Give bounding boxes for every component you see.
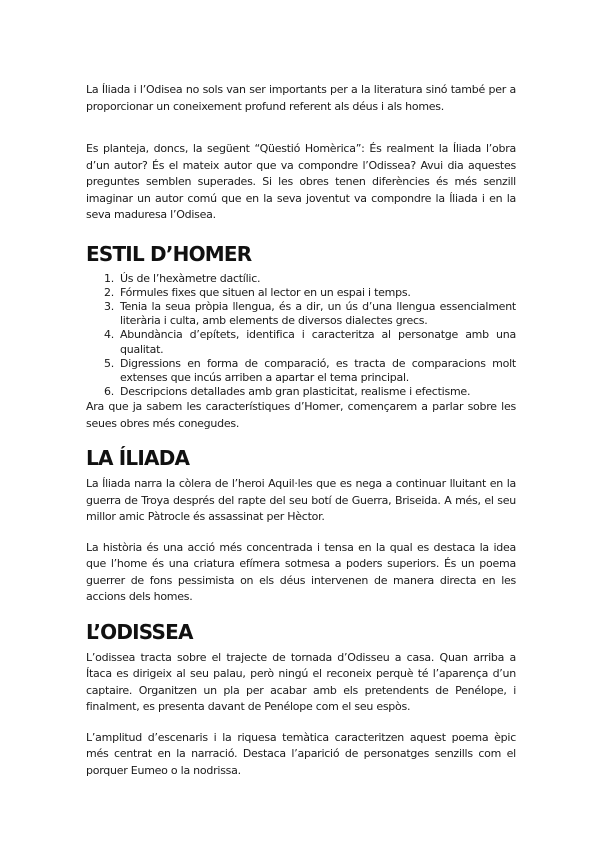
heading-lodissea: L’ODISSEA — [86, 619, 193, 644]
list-item: 6. Descripcions detallades amb gran plasticitat, realisme i efectisme. — [104, 385, 471, 399]
intro-paragraph-2: Es planteja, doncs, la següent “Qüestió Homèrica”: És realment la Íliada l’obra d’un autor? És el mateix autor que va compondre l’Odissea? Avui dia aquestes preguntes semblen superades. Si les obres tenen diferències és més senzill imaginar un autor comú que en la seva joventut va compondre la Íliada i en la seva maduresa l’Odisea. — [86, 142, 516, 221]
heading-la-iliada: LA ÍLIADA — [86, 446, 190, 471]
estil-list — [86, 272, 516, 400]
estil-closing-paragraph: Ara que ja sabem les característiques d’Homer, començarem a parlar sobre les seues obres més conegudes. — [86, 400, 516, 430]
iliada-paragraph-1: La Íliada narra la còlera de l’heroi Aquil·les que es nega a continuar lluitant en la guerra de Troya després del rapte del seu botí de Guerra, Briseida. A més, el seu millor amic Pàtrocle és assassinat per Hèctor. — [86, 477, 516, 524]
list-item: 2. Fórmules fixes que situen al lector en un espai i temps. — [104, 285, 411, 299]
list-item: 3. Tenia la seua pròpia llengua, és a dir, un ús d’una llengua essencialment literària i culta, amb elements de diversos dialectes grecs. — [104, 299, 516, 328]
list-item: 1. Ús de l’hexàmetre dactílic. — [104, 271, 261, 285]
intro-paragraph-1: La Íliada i l’Odisea no sols van ser importants per a la literatura sinó també per a proporcionar un coneixement profund referent als déus i als homes. — [86, 83, 516, 113]
list-item: 5. Digressions en forma de comparació, es tracta de comparacions molt extenses que incús arriben a apartar el tema principal. — [104, 356, 516, 384]
list-item: 4. Abundància d’epítets, identifica i caracteritza al personatge amb una qualitat. — [104, 328, 516, 356]
odissea-paragraph-1: L’odissea tracta sobre el trajecte de tornada d’Odisseu a casa. Quan arriba a Ítaca es dirigeix al seu palau, però ningú el reconeix perquè té l’aparença d’un captaire. Organitzen un pla per acabar amb els pretendents de Penélope, i finalment, es presenta davant de Penélope com el seu espòs. — [86, 650, 516, 714]
heading-estil-homer: ESTIL D’HOMER — [86, 241, 252, 266]
odissea-paragraph-2: L’amplitud d’escenaris i la riquesa temàtica caracteritzen aquest poema èpic més centrat en la narració. Destaca l’aparició de personatges senzills com el porquer Eumeo o la nodrissa. — [86, 730, 516, 777]
document-page — [86, 82, 516, 779]
iliada-paragraph-2: La història és una acció més concentrada i tensa en la qual es destaca la idea que l’home és una criatura efímera sotmesa a poders superiors. És un poema guerrer de fons pessimista on els déus intervenen de manera directa en les accions dels homes. — [86, 540, 516, 604]
